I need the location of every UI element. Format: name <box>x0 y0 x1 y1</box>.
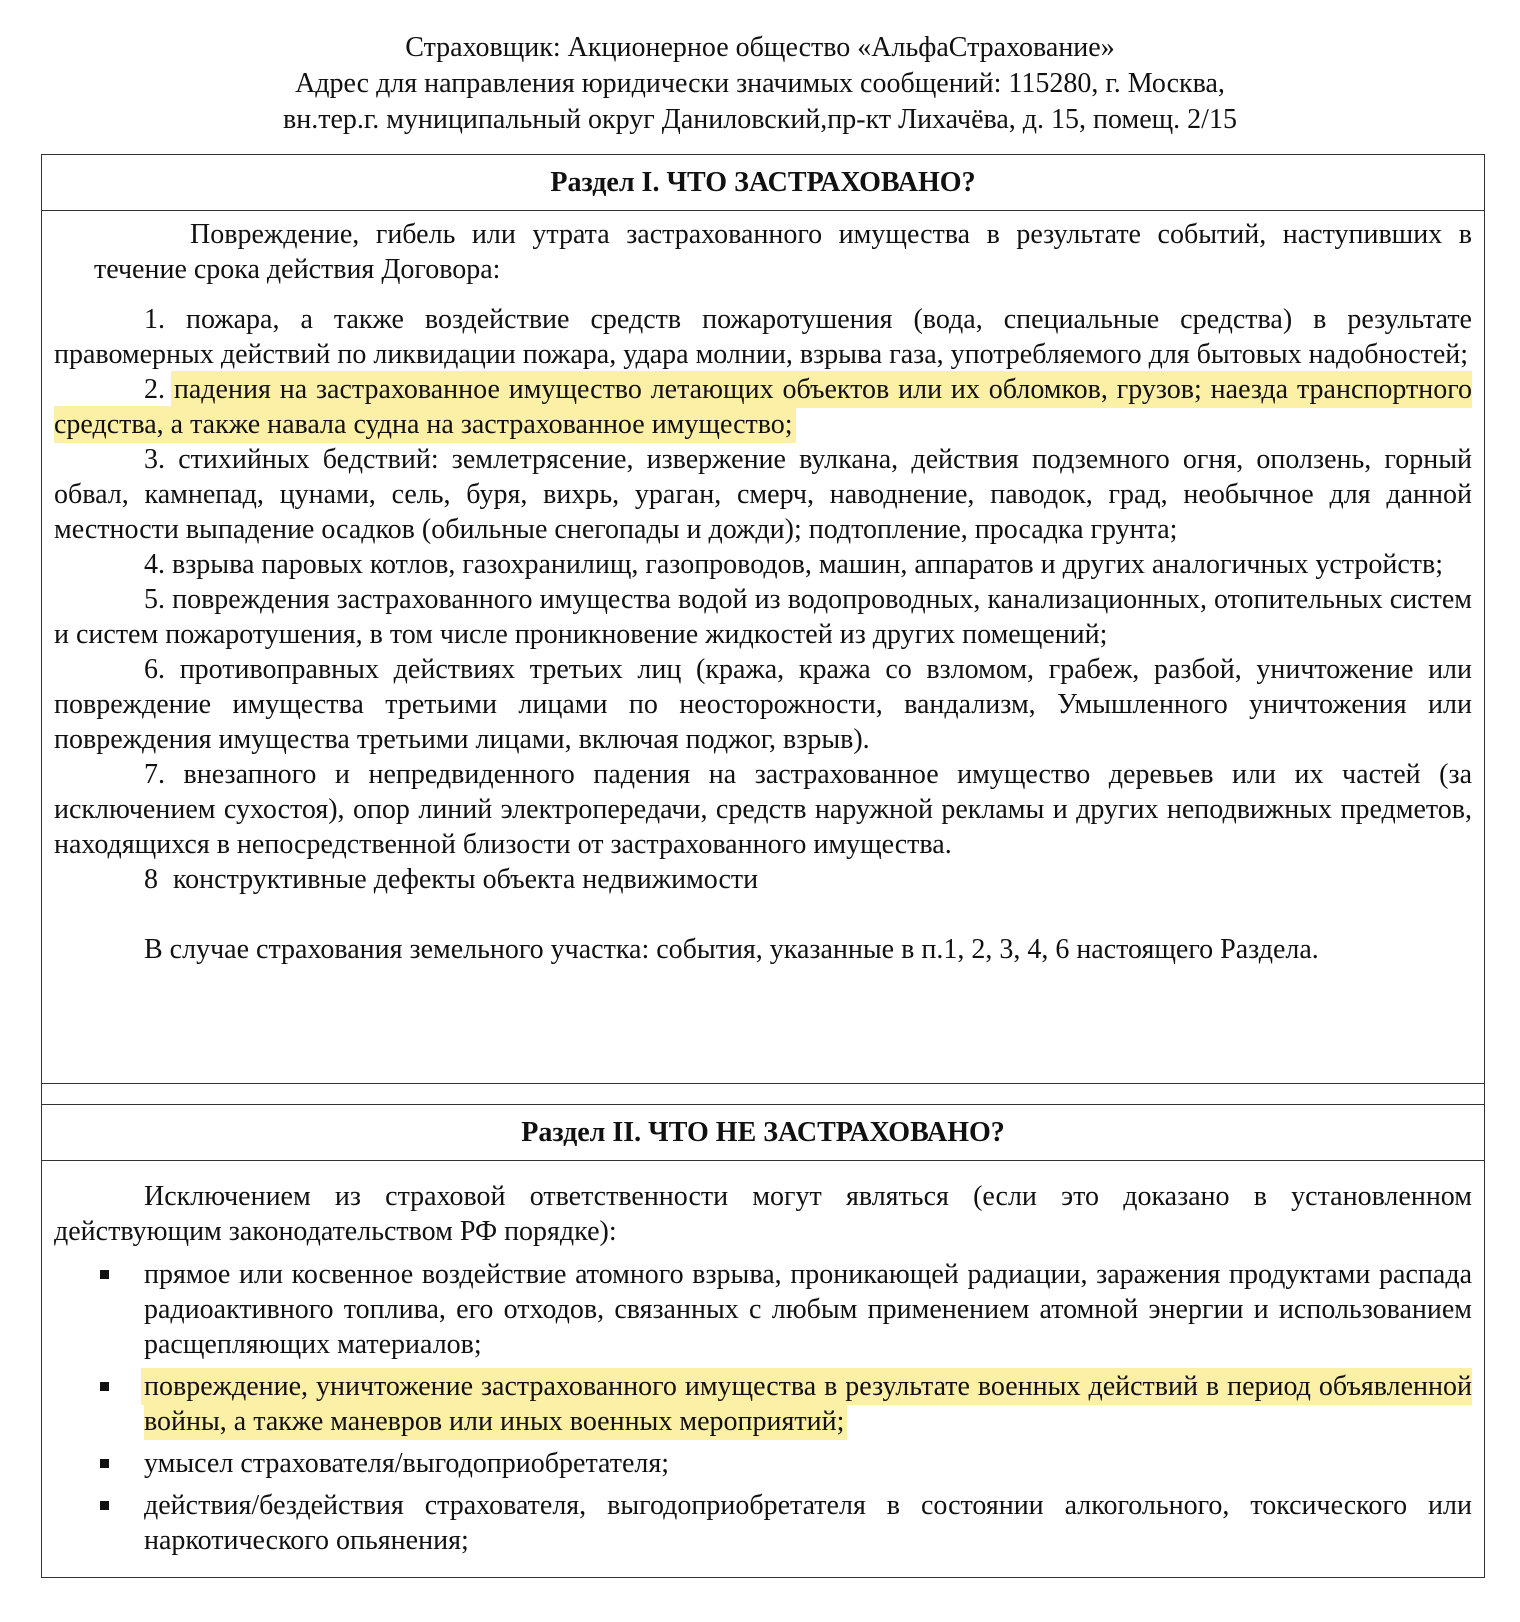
exclusion-item <box>54 1369 1472 1439</box>
item-text: внезапного и непредвиденного падения на застрахованное имущество деревьев или их частей (за исключением сухостоя), опор линий электропередачи, средств наружной рекламы и других неподвижных предметов, находящихся в непосредственной близости от застрахованного имущества. <box>54 759 1472 860</box>
item-number: 2. <box>144 374 165 405</box>
section-1-title: Раздел I. ЧТО ЗАСТРАХОВАНО? <box>42 155 1484 211</box>
highlighted-exclusion-text: повреждение, уничтожение застрахованного имущества в результате военных действий в период объявленной войны, а также маневров или иных военных мероприятий; <box>144 1371 1472 1437</box>
square-bullet-icon <box>100 1459 109 1468</box>
item-number: 7. <box>144 759 165 790</box>
section-2-title: Раздел II. ЧТО НЕ ЗАСТРАХОВАНО? <box>42 1105 1484 1161</box>
item-text: конструктивные дефекты объекта недвижимости <box>173 864 759 895</box>
exclusion-item <box>54 1488 1472 1558</box>
exclusion-item <box>54 1446 1472 1481</box>
section-1-intro <box>54 211 1472 287</box>
section-1-content <box>42 211 1484 967</box>
item-number: 1. <box>144 304 165 335</box>
section-divider <box>41 1083 1485 1105</box>
insured-event-item <box>54 582 1472 652</box>
exclusion-text: прямое или косвенное воздействие атомного взрыва, проникающей радиации, заражения продуктами распада радиоактивного топлива, его отходов, связанных с любым применением атомной энергии и использованием расщепляющих материалов; <box>144 1259 1472 1360</box>
item-text: стихийных бедствий: землетрясение, извержение вулкана, действия подземного огня, оползень, горный обвал, камнепад, цунами, сель, буря, вихрь, ураган, смерч, наводнение, паводок, град, необычное для данной местности выпадение осадков (обильные снегопады и дожди); подтопление, просадка грунта; <box>54 444 1472 545</box>
item-number: 6. <box>144 654 165 685</box>
insurer-line: Страховщик: Акционерное общество «АльфаСтрахование» <box>405 32 1115 63</box>
address-line-1: Адрес для направления юридически значимых сообщений: 115280, г. Москва, <box>295 68 1225 99</box>
document-header <box>0 30 1520 138</box>
section-1-box <box>41 154 1485 1084</box>
square-bullet-icon <box>100 1382 109 1391</box>
insured-event-item <box>54 547 1472 582</box>
insured-event-item <box>54 757 1472 862</box>
square-bullet-icon <box>100 1270 109 1279</box>
section-2-content <box>42 1161 1484 1558</box>
item-text: пожара, а также воздействие средств пожаротушения (вода, специальные средства) в результате правомерных действий по ликвидации пожара, удара молнии, взрыва газа, употребляемого для бытовых надобностей; <box>54 304 1472 370</box>
insured-event-item <box>54 442 1472 547</box>
item-text: противоправных действиях третьих лиц (кража, кража со взломом, грабеж, разбой, уничтожение или повреждение имущества третьими лицами по неосторожности, вандализм, Умышленного уничтожения или повреждения имущества третьими лицами, включая поджог, взрыв). <box>54 654 1473 755</box>
item-text: взрыва паровых котлов, газохранилищ, газопроводов, машин, аппаратов и других аналогичных устройств; <box>172 549 1443 580</box>
insured-event-item <box>54 862 1472 897</box>
section-2-intro: Исключением из страховой ответственности могут являться (если это доказано в установленном действующим законодательством РФ порядке): <box>54 1181 1472 1247</box>
item-number: 3. <box>144 444 165 475</box>
insured-event-item <box>54 302 1472 372</box>
address-line-2: вн.тер.г. муниципальный округ Даниловский,пр-кт Лихачёва, д. 15, помещ. 2/15 <box>283 104 1237 135</box>
section-1-intro-text: Повреждение, гибель или утрата застрахованного имущества в результате событий, наступивших в течение срока действия Договора: <box>94 219 1472 285</box>
land-plot-note: В случае страхования земельного участка: события, указанные в п.1, 2, 3, 4, 6 настоящего Раздела. <box>144 934 1319 965</box>
section-2-box <box>41 1104 1485 1578</box>
item-number: 4. <box>144 549 165 580</box>
spacer <box>54 287 1472 302</box>
spacer <box>54 897 1472 932</box>
item-text: повреждения застрахованного имущества водой из водопроводных, канализационных, отопительных систем и систем пожаротушения, в том числе проникновение жидкостей из других помещений; <box>54 584 1472 650</box>
item-number: 5. <box>144 584 165 615</box>
square-bullet-icon <box>100 1501 109 1510</box>
highlighted-item-text: падения на застрахованное имущество летающих объектов или их обломков, грузов; наезда транспортного средства, а также навала судна на застрахованное имущество; <box>54 374 1473 440</box>
item-number: 8 <box>144 864 158 895</box>
exclusion-item <box>54 1257 1472 1362</box>
exclusions-list <box>54 1257 1472 1558</box>
insured-event-item <box>54 652 1472 757</box>
insured-event-item <box>54 372 1472 442</box>
exclusion-text: умысел страхователя/выгодоприобретателя; <box>144 1448 670 1479</box>
exclusion-text: действия/бездействия страхователя, выгодоприобретателя в состоянии алкогольного, токсического или наркотического опьянения; <box>144 1490 1472 1556</box>
